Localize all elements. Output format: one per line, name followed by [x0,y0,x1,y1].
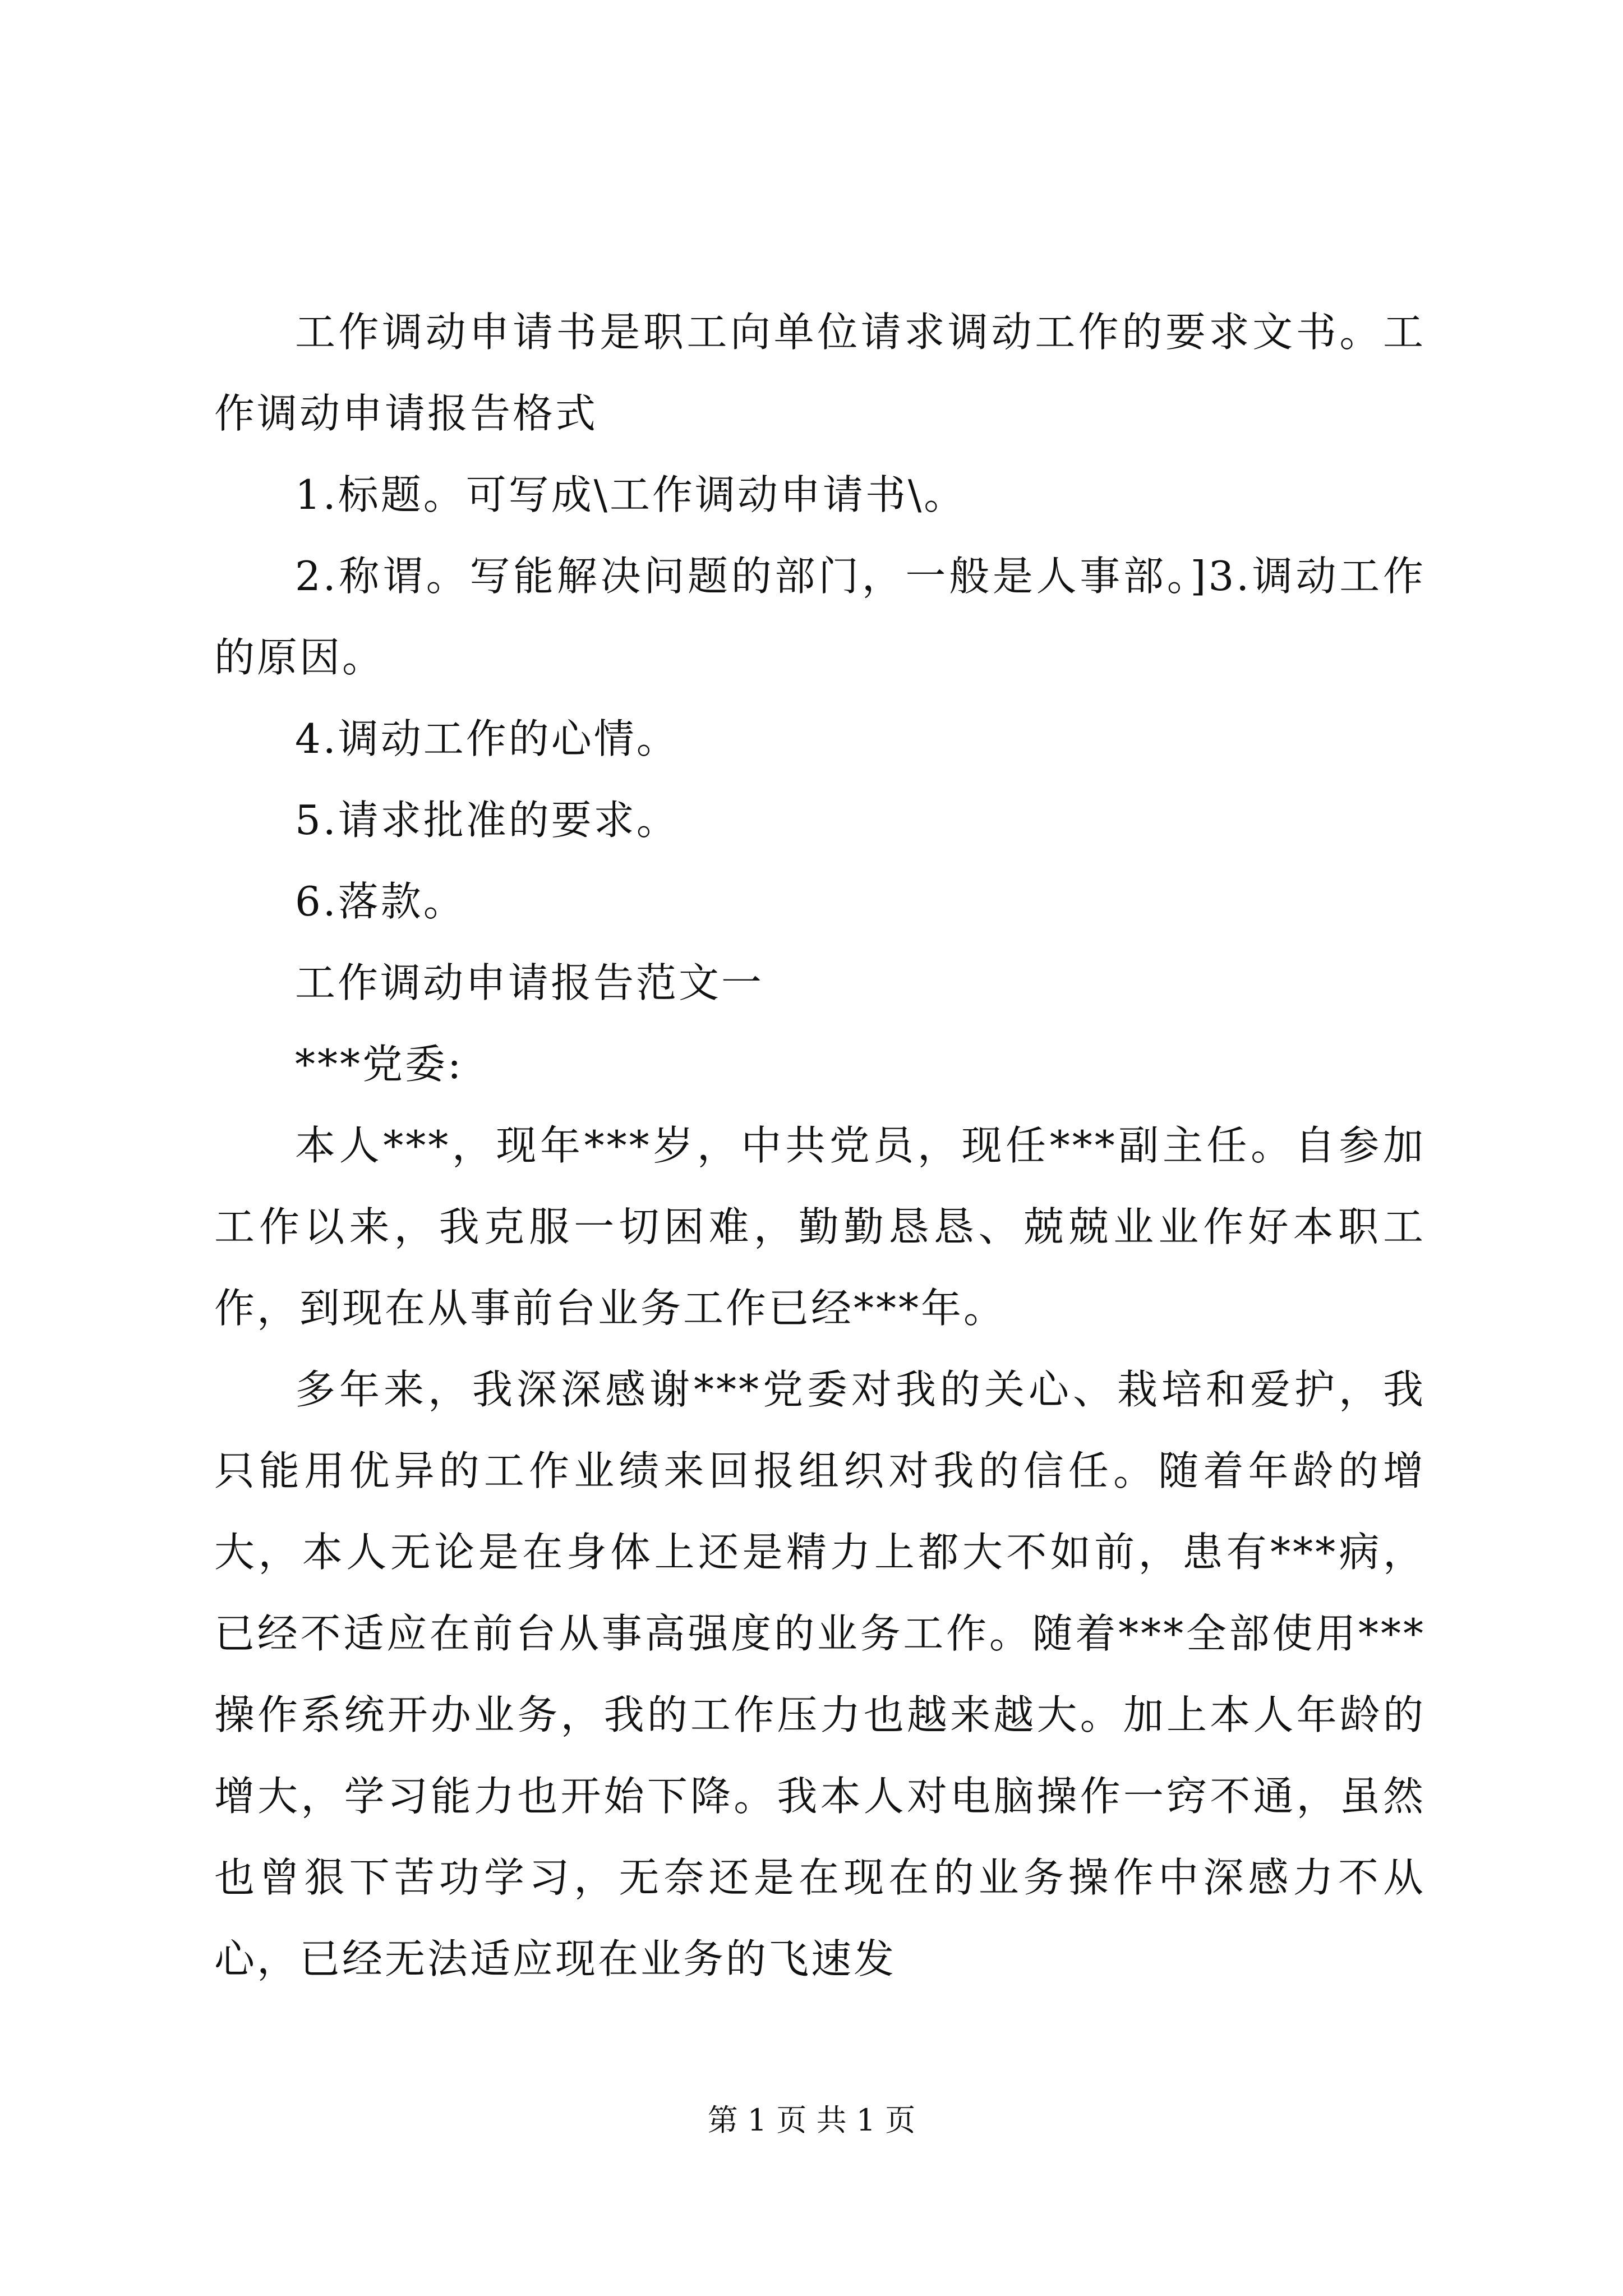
letter-salutation: ***党委: [295,1041,464,1088]
list-item-title: 1.标题。可写成\工作调动申请书\。 [295,471,967,518]
sample-heading: 工作调动申请报告范文一 [295,959,764,1006]
letter-paragraph-2: 多年来，我深深感谢***党委对我的关心、栽培和爱护，我只能用优异的工作业绩来回报组织对我的信任。随着年龄的增大，本人无论是在身体上还是精力上都大不如前，患有***病，已经不适应在前台从事高强度的业务工作。随着***全部使用***操作系统开办业务，我的工作压力也越来越大。加上本人年龄的增大，学习能力也开始下降。我本人对电脑操作一窍不通，虽然也曾狠下苦功学习，无奈还是在现在的业务操作中深感力不从心，已经无法适应现在业务的飞速发 [214,1366,1426,1982]
list-item-salutation: 2.称谓。写能解决问题的部门，一般是人事部。]3.调动工作的原因。 [214,553,1426,681]
list-item-request: 5.请求批准的要求。 [295,797,679,844]
intro-paragraph: 工作调动申请书是职工向单位请求调动工作的要求文书。工作调动申请报告格式 [214,309,1426,437]
list-item-signature: 6.落款。 [295,878,466,925]
page-footer: 第 1 页 共 1 页 [707,2102,916,2138]
letter-paragraph-1: 本人***，现年***岁，中共党员，现任***副主任。自参加工作以来，我克服一切困难，勤勤恳恳、兢兢业业作好本职工作，到现在从事前台业务工作已经***年。 [214,1122,1426,1332]
list-item-mood: 4.调动工作的心情。 [295,715,679,762]
document-body [214,292,1426,2000]
